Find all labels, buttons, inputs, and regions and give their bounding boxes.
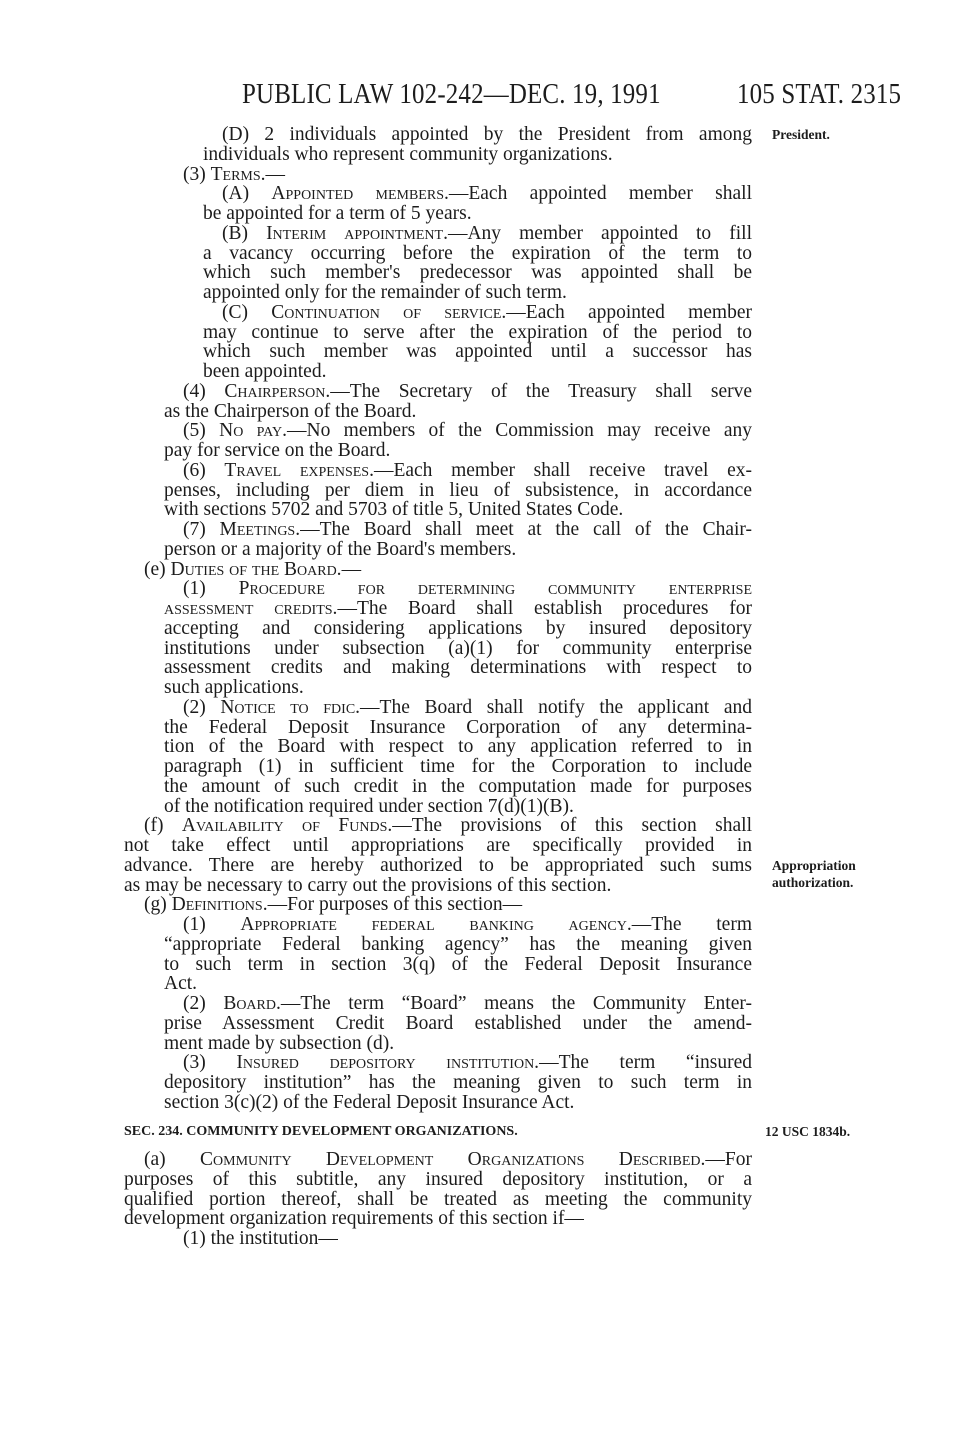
text-line (0, 263, 752, 283)
paragraph (0, 125, 752, 165)
text-line (0, 402, 752, 422)
text-line (0, 658, 752, 678)
paragraph-heading: Interim appointment. (266, 222, 448, 244)
text-run: such applications. (164, 677, 304, 698)
text-line (0, 145, 752, 165)
text-run: been appointed. (203, 361, 327, 382)
text-line (0, 599, 752, 619)
paragraph (0, 1229, 752, 1249)
text-run: of the notification required under section 7(d)(1)(B). (164, 795, 574, 817)
text-run: (e) (144, 558, 171, 580)
text-run: —For purposes of this section— (267, 894, 523, 916)
paragraph (0, 698, 752, 817)
margin-note-authorization: authorization. (772, 875, 854, 890)
page-stat-number: 105 STAT. 2315 (737, 78, 902, 110)
text-run: a vacancy occurring before the expiration of the term to (203, 242, 752, 264)
text-run: Act. (164, 973, 198, 995)
text-run: as the Chairperson of the Board. (164, 400, 417, 422)
text-run: (5) (183, 420, 220, 442)
text-run: —No members of the Commission may receive any (286, 420, 752, 442)
paragraph-heading: No pay. (219, 420, 287, 442)
text-line (0, 382, 752, 402)
text-run: (4) (183, 380, 225, 402)
text-run: pay for service on the Board. (164, 440, 391, 461)
text-run: which such member's predecessor was appointed shall be (203, 262, 752, 284)
text-run: (a) (144, 1149, 200, 1170)
text-run: —The term “insured (539, 1052, 752, 1074)
text-run: which such member was appointed until a successor has (203, 341, 752, 363)
paragraph (0, 303, 752, 382)
text-run: (6) (183, 459, 225, 481)
paragraph-heading: Duties of the Board. (170, 558, 342, 580)
text-run: —Each appointed member shall (448, 183, 752, 205)
text-line (0, 876, 752, 896)
paragraph (0, 520, 752, 560)
text-run: —The Board shall meet at the call of the Chair- (300, 519, 752, 540)
text-run: individuals who represent community organizations. (203, 143, 613, 165)
margin-note-appropriation: Appropriation (772, 858, 856, 873)
paragraph (0, 994, 752, 1053)
text-run: (2) (183, 696, 221, 718)
text-run: development organization requirements of this section if— (124, 1208, 584, 1230)
text-run: “appropriate Federal banking agency” has the meaning given (164, 933, 752, 955)
text-line (0, 935, 752, 955)
text-line (0, 540, 752, 560)
text-line (0, 165, 752, 185)
text-line (0, 1014, 752, 1034)
text-run: (7) (183, 519, 220, 540)
paragraph-heading: Appropriate federal banking agency. (240, 914, 632, 935)
paragraph (0, 895, 752, 915)
text-line (0, 718, 752, 738)
text-line (0, 520, 752, 540)
paragraph (0, 579, 752, 698)
text-line (0, 560, 752, 580)
text-line (0, 1034, 752, 1054)
paragraph-heading: Insured depository institution. (236, 1052, 540, 1074)
text-line (0, 481, 752, 501)
text-run: —The term “Board” means the Community Enter- (280, 993, 752, 1014)
margin-note-usc: 12 USC 1834b. (765, 1124, 851, 1139)
text-line (0, 836, 752, 856)
text-run: —Each appointed member (506, 301, 752, 323)
text-line (0, 777, 752, 797)
text-run: be appointed for a term of 5 years. (203, 203, 472, 224)
body-text (0, 125, 752, 1113)
text-line (0, 1209, 752, 1229)
text-line (0, 915, 752, 935)
paragraph (0, 224, 752, 303)
text-line (0, 579, 752, 599)
text-run: section 3(c)(2) of the Federal Deposit Insurance Act. (164, 1091, 575, 1113)
text-run: —Each member shall receive travel ex- (373, 459, 752, 481)
paragraph-heading: Availability of Funds. (181, 815, 393, 837)
text-run: (C) (222, 301, 272, 323)
paragraph-heading: Notice to fdic. (220, 696, 361, 718)
paragraph-heading: Board. (223, 993, 281, 1014)
text-line (0, 1093, 752, 1113)
paragraph (0, 165, 752, 185)
text-line (0, 955, 752, 975)
text-line (0, 1229, 752, 1249)
text-line (0, 1053, 752, 1073)
paragraph (0, 1053, 752, 1112)
text-line (0, 204, 752, 224)
text-run: (A) (222, 183, 272, 205)
paragraph-heading: Continuation of service. (271, 301, 507, 323)
section-heading: SEC. 234. COMMUNITY DEVELOPMENT ORGANIZATIONS. (124, 1124, 518, 1139)
text-run: —The provisions of this section shall (392, 815, 752, 837)
text-line (0, 994, 752, 1014)
text-run: depository institution” has the meaning given to such term in (164, 1072, 752, 1093)
margin-note-president: President. (772, 127, 830, 142)
paragraph (0, 816, 752, 895)
text-line (0, 1170, 752, 1190)
paragraph-heading: Chairperson. (224, 380, 331, 402)
text-run: person or a majority of the Board's members. (164, 538, 517, 560)
text-line (0, 1190, 752, 1210)
text-run: (1) the institution— (183, 1228, 338, 1249)
paragraph-heading: Meetings. (219, 519, 301, 540)
text-line (0, 323, 752, 343)
paragraph-heading: Community Development Organizations Described. (200, 1149, 706, 1170)
text-line (0, 184, 752, 204)
text-line (0, 678, 752, 698)
text-run: as may be necessary to carry out the provisions of this section. (124, 874, 612, 896)
text-line (0, 797, 752, 817)
paragraph (0, 915, 752, 994)
text-run: (3) (183, 163, 211, 185)
text-line (0, 244, 752, 264)
text-line (0, 1150, 752, 1170)
paragraph (0, 560, 752, 580)
text-run: (1) (183, 914, 241, 935)
text-run: appointed only for the remainder of such term. (203, 282, 567, 303)
text-run: — (265, 163, 286, 185)
text-run: not take effect until appropriations are specifically provided in (124, 835, 752, 856)
text-line (0, 974, 752, 994)
text-run: the amount of such credit in the computation made for purposes (164, 775, 752, 797)
paragraph-heading: Definitions. (171, 894, 268, 916)
paragraph-heading: Procedure for determining community enterprise (238, 578, 752, 600)
text-line (0, 303, 752, 323)
text-run: paragraph (1) in sufficient time for the Corporation to include (164, 756, 752, 777)
text-run: with sections 5702 and 5703 of title 5, United States Code. (164, 499, 624, 521)
text-run: —The Board shall notify the applicant and (360, 696, 752, 718)
text-line (0, 421, 752, 441)
text-run: penses, including per diem in lieu of subsistence, in accordance (164, 479, 752, 501)
text-run: to such term in section 3(q) of the Federal Deposit Insurance (164, 953, 752, 975)
text-line (0, 342, 752, 362)
text-line (0, 639, 752, 659)
text-run: (2) (183, 993, 224, 1014)
paragraph (0, 1150, 752, 1229)
text-run: assessment credits and making determinations with respect to (164, 657, 752, 679)
text-run: —Any member appointed to fill (447, 222, 752, 244)
text-line (0, 856, 752, 876)
paragraph (0, 184, 752, 224)
text-line (0, 698, 752, 718)
paragraph-heading: Appointed members. (271, 183, 449, 205)
text-line (0, 283, 752, 303)
text-run: (B) (222, 222, 267, 244)
text-line (0, 500, 752, 520)
text-run: the Federal Deposit Insurance Corporation of any determina- (164, 716, 752, 738)
paragraph (0, 461, 752, 520)
text-run: qualified portion thereof, shall be treated as meeting the community (124, 1188, 752, 1210)
text-run: (D) 2 individuals appointed by the President from among (222, 124, 752, 145)
text-run: may continue to serve after the expiration of the period to (203, 321, 752, 343)
section-body-text (0, 1150, 752, 1249)
text-run: accepting and considering applications by insured depository (164, 617, 752, 639)
text-line (0, 619, 752, 639)
text-run: —The Board shall establish procedures for (337, 598, 752, 619)
text-line (0, 816, 752, 836)
text-run: —The Secretary of the Treasury shall serve (330, 380, 752, 402)
text-run: prise Assessment Credit Board established under the amend- (164, 1012, 752, 1034)
text-line (0, 441, 752, 461)
paragraph-heading: Terms. (210, 163, 266, 185)
text-run: (3) (183, 1052, 237, 1074)
text-line (0, 737, 752, 757)
text-line (0, 1073, 752, 1093)
paragraph (0, 382, 752, 422)
text-run: institutions under subsection (a)(1) for community enterprise (164, 637, 752, 659)
text-run: — (341, 558, 362, 580)
paragraph-heading: Travel expenses. (224, 459, 374, 481)
text-run: ment made by subsection (d). (164, 1032, 395, 1054)
text-line (0, 362, 752, 382)
text-run: —For (705, 1149, 752, 1170)
text-run: advance. There are hereby authorized to be appropriated such sums (124, 854, 752, 876)
text-line (0, 757, 752, 777)
paragraph-heading: assessment credits. (164, 598, 338, 619)
text-run: —The term (631, 914, 752, 935)
running-header-title: PUBLIC LAW 102-242—DEC. 19, 1991 (242, 78, 661, 110)
text-run: (f) (144, 815, 182, 837)
text-line (0, 461, 752, 481)
text-run: (1) (183, 578, 239, 600)
paragraph (0, 421, 752, 461)
text-run: purposes of this subtitle, any insured depository institution, or a (124, 1168, 752, 1190)
text-line (0, 125, 752, 145)
text-run: tion of the Board with respect to any application referred to in (164, 736, 752, 758)
text-run: (g) (144, 894, 172, 916)
text-line (0, 224, 752, 244)
text-line (0, 895, 752, 915)
